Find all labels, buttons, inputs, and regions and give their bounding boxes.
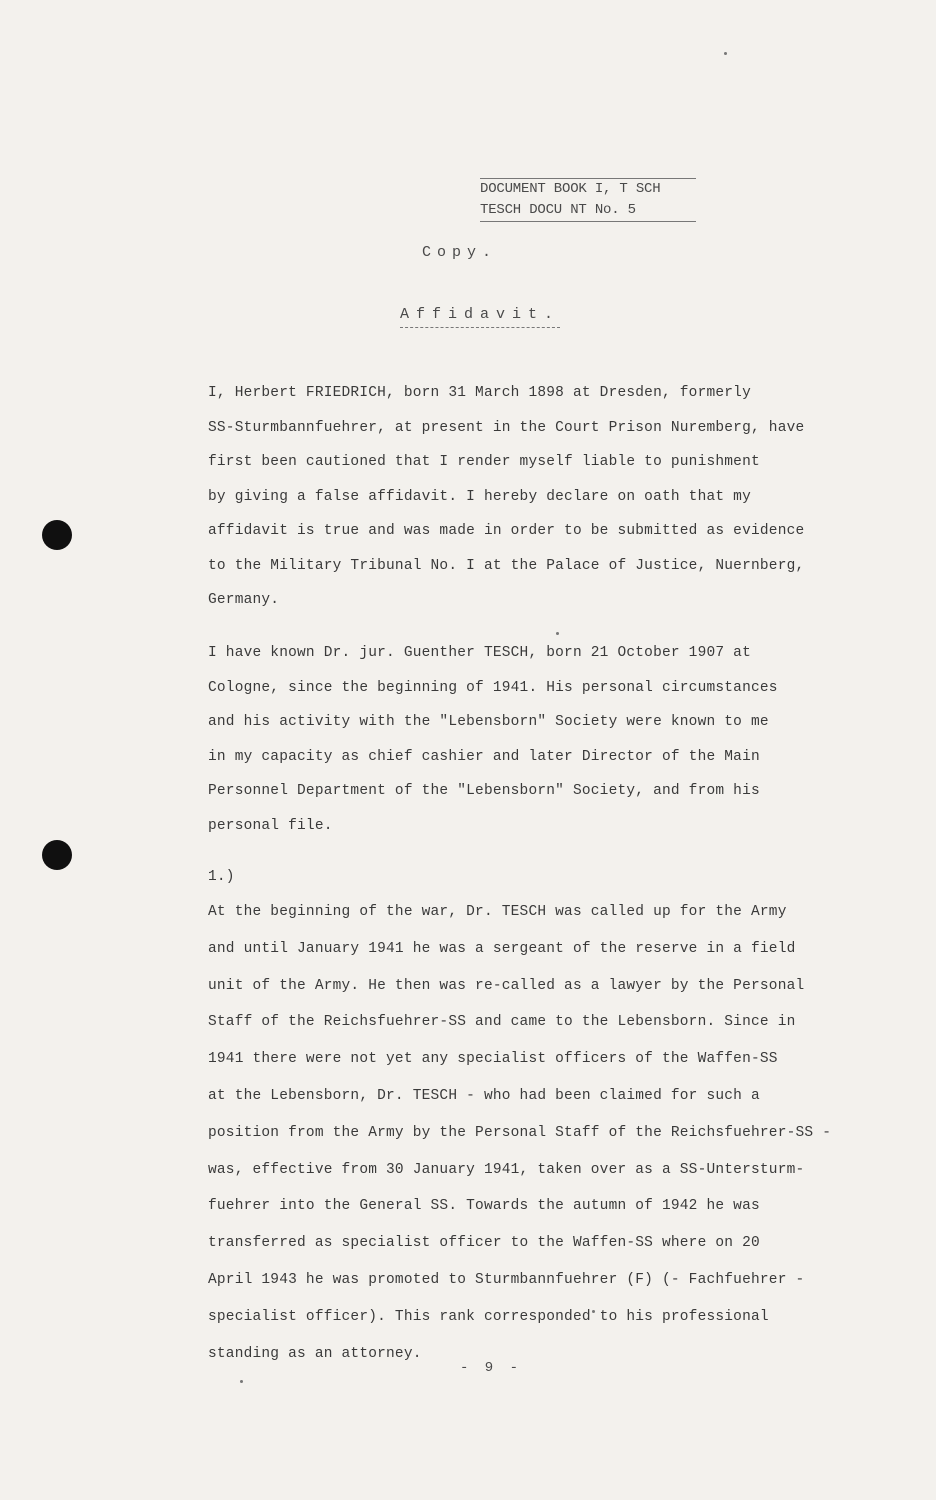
paper-speck (724, 52, 727, 55)
text-line: Staff of the Reichsfuehrer-SS and came to the Lebensborn. Since in (208, 1014, 796, 1031)
text-line: and until January 1941 he was a sergeant of the reserve in a field (208, 940, 796, 957)
punch-hole (42, 520, 72, 550)
text-line: in my capacity as chief cashier and later Director of the Main (208, 748, 760, 765)
text-line: transferred as specialist officer to the Waffen-SS where on 20 (208, 1235, 760, 1252)
text-line: first been cautioned that I render myself liable to punishment (208, 454, 760, 470)
affidavit-title: Affidavit. (400, 306, 560, 328)
punch-hole (42, 840, 72, 870)
paragraph-declaration (208, 376, 888, 618)
text-line: affidavit is true and was made in order to be submitted as evidence (208, 523, 805, 539)
section-number (208, 860, 888, 895)
text-line: SS-Sturmbannfuehrer, at present in the Court Prison Nuremberg, have (208, 419, 805, 436)
page-number: - 9 - (460, 1360, 523, 1376)
text-line: at the Lebensborn, Dr. TESCH - who had been claimed for such a (208, 1087, 760, 1104)
text-line: fuehrer into the General SS. Towards the autumn of 1942 he was (208, 1198, 760, 1215)
paragraph-service-history (208, 894, 888, 1372)
paper-speck (240, 1380, 243, 1383)
document-book-line: DOCUMENT BOOK I, T SCH (480, 178, 696, 200)
text-line: Cologne, since the beginning of 1941. His personal circumstances (208, 679, 778, 696)
text-line: was, effective from 30 January 1941, taken over as a SS-Untersturm- (208, 1161, 805, 1178)
text-line: 1941 there were not yet any specialist officers of the Waffen-SS (208, 1051, 778, 1068)
text-line: specialist officer). This rank corresponded to his professional (208, 1308, 769, 1325)
text-line: Personnel Department of the "Lebensborn" Society, and from his (208, 783, 760, 799)
text-line: Germany. (208, 592, 280, 608)
text-line: I, Herbert FRIEDRICH, born 31 March 1898 at Dresden, formerly (208, 385, 751, 401)
text-line: standing as an attorney. (208, 1345, 422, 1362)
text-line: personal file. (208, 817, 333, 834)
paper-speck (556, 632, 559, 635)
text-line: by giving a false affidavit. I hereby declare on oath that my (208, 488, 751, 505)
copy-label: Copy. (422, 244, 498, 261)
text-line: unit of the Army. He then was re-called as a lawyer by the Personal (208, 977, 805, 994)
text-line: I have known Dr. jur. Guenther TESCH, born 21 October 1907 at (208, 645, 751, 661)
document-number-line: TESCH DOCU NT No. 5 (480, 200, 696, 222)
text-line: and his activity with the "Lebensborn" Society were known to me (208, 714, 769, 730)
document-reference-header (480, 178, 696, 222)
text-line: to the Military Tribunal No. I at the Palace of Justice, Nuernberg, (208, 557, 805, 574)
section-number-text: 1.) (208, 869, 235, 885)
text-line: At the beginning of the war, Dr. TESCH was called up for the Army (208, 904, 787, 920)
paragraph-acquaintance (208, 636, 888, 843)
text-line: April 1943 he was promoted to Sturmbannfuehrer (F) (- Fachfuehrer - (208, 1271, 805, 1288)
text-line: position from the Army by the Personal Staff of the Reichsfuehrer-SS - (208, 1124, 832, 1141)
